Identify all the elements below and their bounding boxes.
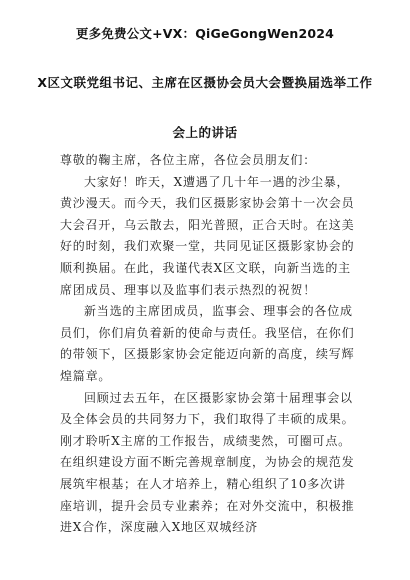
document-title: X区文联党组书记、主席在区摄协会员大会暨换届选举工作 (37, 75, 373, 90)
salutation: 尊敬的鞠主席，各位主席，各位会员朋友们： (60, 153, 317, 167)
body-paragraph-2: 新当选的主席团成员，监事会、理事会的各位成员们，你们肩负着新的使命与责任。我坚信，在你们的带领下，区摄影家协会定能迈向新的高度，续写辉煌篇章。 (60, 304, 355, 383)
document-title-continued: 会上的讲话 (172, 125, 238, 140)
document-body (60, 150, 355, 539)
body-paragraph-3: 回顾过去五年，在区摄影家协会第十届理事会以及全体会员的共同努力下，我们取得了丰硕的成果。刚才聆听X主席的工作报告，成绩斐然，可圈可点。在组织建设方面不断完善规章制度，为协会的规范发展筑牢根基；在人才培养上，精心组织了10多次讲座培训，提升会员专业素养；在对外交流中，积极推进X合作，深度融入X地区双城经济 (60, 390, 355, 535)
body-paragraph-1: 大家好！昨天，X遭遇了几十年一遇的沙尘暴，黄沙漫天。而今天，我们区摄影家协会第十一次会员大会召开，乌云散去，阳光普照，正合天时。在这美好的时刻，我们欢聚一堂，共同见证区摄影家协会的顺利换届。在此，我谨代表X区文联，向新当选的主席团成员、理事以及监事们表示热烈的祝贺！ (60, 174, 355, 297)
watermark-header: 更多免费公文+VX：QiGeGongWen2024 (75, 26, 335, 41)
